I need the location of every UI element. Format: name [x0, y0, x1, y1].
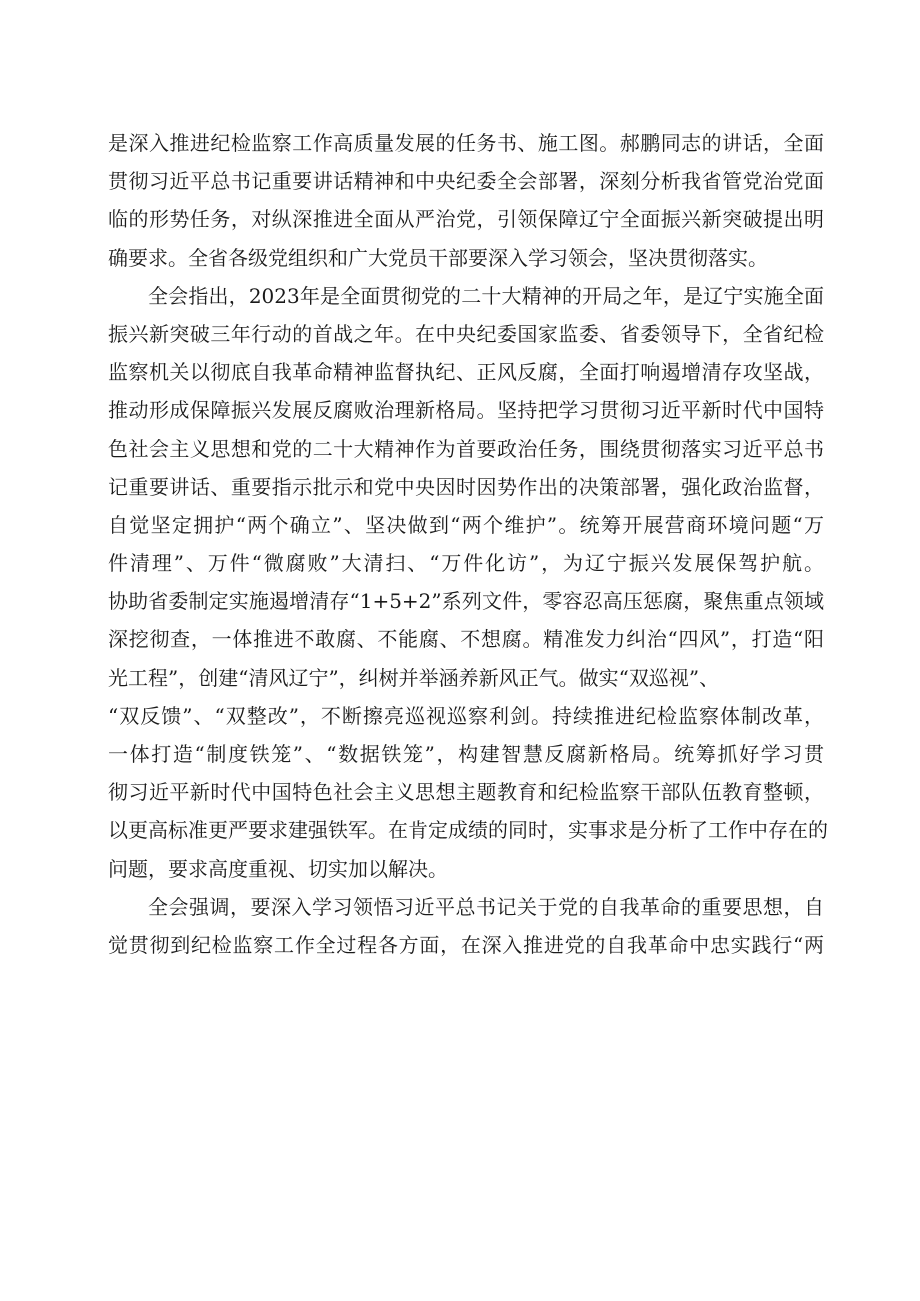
- text-line: 光工程”，创建“清风辽宁”，纠树并举涵养新风正气。做实“双巡视”、: [108, 665, 720, 690]
- text-line: 临的形势任务，对纵深推进全面从严治党，引领保障辽宁全面振兴新突破提出明: [108, 207, 824, 232]
- text-line: 深挖彻查，一体推进不敢腐、不能腐、不想腐。精准发力纠治“四风”，打造“阳: [108, 627, 824, 652]
- paragraph-2: [108, 277, 828, 888]
- text-line: 推动形成保障振兴发展反腐败治理新格局。坚持把学习贯彻习近平新时代中国特: [108, 398, 824, 423]
- text-line: 监察机关以彻底自我革命精神监督执纪、正风反腐，全面打响遏增清存攻坚战，: [108, 360, 824, 385]
- text-line: 问题，要求高度重视、切实加以解决。: [108, 856, 448, 881]
- document-body: [108, 124, 828, 964]
- text-line: 彻习近平新时代中国特色社会主义思想主题教育和纪检监察干部队伍教育整顿，: [108, 780, 824, 805]
- text-line: 件清理”、万件“微腐败”大清扫、“万件化访”，为辽宁振兴发展保驾护航。: [108, 551, 824, 576]
- text-line: 振兴新突破三年行动的首战之年。在中央纪委国家监委、省委领导下，全省纪检: [108, 321, 824, 346]
- text-line: 以更高标准更严要求建强铁军。在肯定成绩的同时，实事求是分析了工作中存在的: [108, 818, 828, 843]
- text-line: 全会强调，要深入学习领悟习近平总书记关于党的自我革命的重要思想，自: [148, 894, 824, 919]
- text-line: 确要求。全省各级党组织和广大党员干部要深入学习领会，坚决贯彻落实。: [108, 245, 768, 270]
- text-line: 是深入推进纪检监察工作高质量发展的任务书、施工图。郝鹏同志的讲话，全面: [108, 131, 824, 155]
- text-line: 全会指出，2023年是全面贯彻党的二十大精神的开局之年，是辽宁实施全面: [148, 283, 824, 308]
- text-line: 色社会主义思想和党的二十大精神作为首要政治任务，围绕贯彻落实习近平总书: [108, 436, 824, 461]
- paragraph-1: [108, 124, 824, 277]
- text-line: 一体打造“制度铁笼”、“数据铁笼”，构建智慧反腐新格局。统筹抓好学习贯: [108, 742, 824, 766]
- text-line: 自觉坚定拥护“两个确立”、坚决做到“两个维护”。统筹开展营商环境问题“万: [108, 512, 824, 537]
- text-line: 觉贯彻到纪检监察工作全过程各方面，在深入推进党的自我革命中忠实践行“两: [108, 932, 824, 957]
- text-line: 协助省委制定实施遏增清存“1+5+2”系列文件，零容忍高压惩腐，聚焦重点领域: [108, 589, 824, 614]
- paragraph-3: [108, 888, 824, 964]
- text-line: 记重要讲话、重要指示批示和党中央因时因势作出的决策部署，强化政治监督，: [108, 474, 824, 499]
- text-line: “双反馈”、“双整改”，不断擦亮巡视巡察利剑。持续推进纪检监察体制改革，: [108, 703, 824, 728]
- text-line: 贯彻习近平总书记重要讲话精神和中央纪委全会部署，深刻分析我省管党治党面: [108, 169, 824, 194]
